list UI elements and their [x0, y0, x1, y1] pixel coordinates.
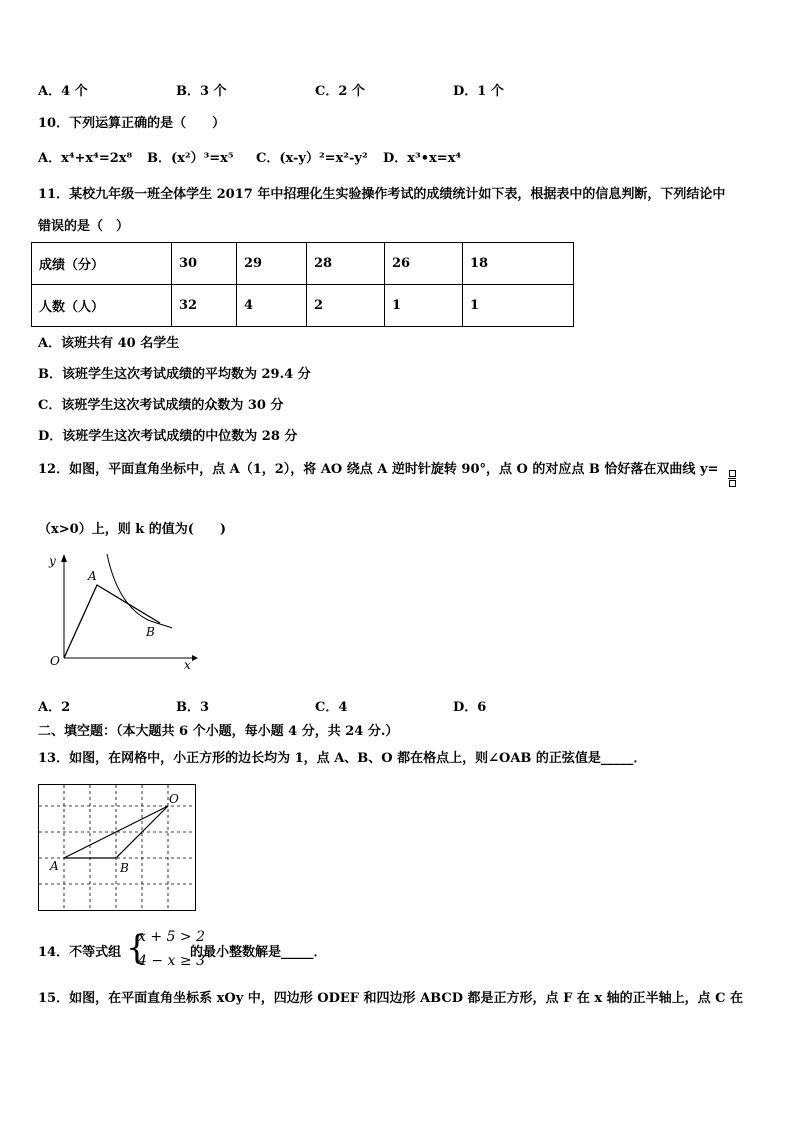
fig13-label-a: A [50, 859, 59, 873]
q11-option-c: C．该班学生这次考试成绩的众数为 30 分 [38, 398, 284, 413]
fig13-label-b: B [120, 861, 129, 875]
k-over-x-fraction [728, 470, 736, 488]
table-cell: 1 [385, 285, 463, 327]
fig12-label-y: y [49, 554, 56, 568]
q9-option-a: A．4 个 [38, 84, 88, 99]
q10-option-a: A．x⁴+x⁴=2x⁸ [38, 151, 133, 166]
q10-stem: 10．下列运算正确的是（ ） [38, 116, 226, 131]
q11-stem-line1: 11．某校九年级一班全体学生 2017 年中招理化生实验操作考试的成绩统计如下表，根据表中的信息判断，下列结论中 [38, 187, 726, 202]
q9-option-c: C．2 个 [315, 84, 365, 99]
table-cell: 18 [463, 243, 574, 285]
q10-option-d: D．x³•x=x⁴ [383, 151, 462, 166]
table-cell: 30 [172, 243, 237, 285]
table-row [32, 285, 574, 327]
q14-suffix: 的最小整数解是_____． [190, 945, 327, 960]
q9-option-b: B．3 个 [176, 84, 227, 99]
q12-figure [36, 548, 198, 672]
table-cell: 2 [307, 285, 385, 327]
table-cell: 成绩（分） [32, 243, 172, 285]
q15-stem: 15．如图，在平面直角坐标系 xOy 中，四边形 ODEF 和四边形 ABCD 都是正方形，点 F 在 x 轴的正半轴上，点 C 在 [38, 991, 744, 1006]
section-heading-fill-in: 二、填空题：（本大题共 6 个小题，每小题 4 分，共 24 分.） [38, 724, 399, 739]
q11-option-a: A．该班共有 40 名学生 [38, 336, 180, 351]
q12-option-c: C．4 [315, 700, 348, 715]
table-cell: 28 [307, 243, 385, 285]
table-row [32, 243, 574, 285]
table-cell: 1 [463, 285, 574, 327]
q12-option-d: D．6 [453, 700, 487, 715]
q12-option-a: A．2 [38, 700, 71, 715]
q11-option-b: B．该班学生这次考试成绩的平均数为 29.4 分 [38, 367, 311, 382]
q10-option-c: C．(x-y）²=x²-y² [256, 151, 368, 166]
q13-grid-figure [38, 784, 196, 911]
q14-inequality-1: x + 5 > 2 [138, 929, 205, 945]
q12-option-b: B．3 [176, 700, 210, 715]
fig12-label-x: x [184, 658, 191, 672]
table-cell: 32 [172, 285, 237, 327]
fig13-label-o: O [169, 792, 179, 806]
q10-option-b: B．(x²）³=x⁵ [147, 151, 234, 166]
fig12-label-b: B [146, 625, 155, 639]
table-cell: 29 [237, 243, 307, 285]
q12-stem-line1: 12．如图，平面直角坐标中，点 A（1，2），将 AO 绕点 A 逆时针旋转 90°，点 O 的对应点 B 恰好落在双曲线 y= [38, 462, 719, 477]
q11-option-d: D．该班学生这次考试成绩的中位数为 28 分 [38, 429, 298, 444]
table-cell: 26 [385, 243, 463, 285]
score-table [31, 242, 574, 327]
q14-inequality-2: 4 − x ≥ 3 [138, 953, 205, 969]
q9-option-d: D．1 个 [453, 84, 504, 99]
q11-stem-line2: 错误的是（ ） [38, 219, 130, 234]
q14-prefix: 14．不等式组 [38, 945, 122, 960]
fig12-label-a: A [88, 569, 97, 583]
system-brace: { [126, 928, 148, 968]
fig12-label-o: O [50, 654, 60, 668]
table-cell: 人数（人） [32, 285, 172, 327]
q12-stem-line2: （x>0）上，则 k 的值为( ) [38, 522, 227, 537]
table-cell: 4 [237, 285, 307, 327]
q13-stem: 13．如图，在网格中，小正方形的边长均为 1，点 A、B、O 都在格点上，则∠OAB 的正弦值是_____． [38, 751, 647, 766]
